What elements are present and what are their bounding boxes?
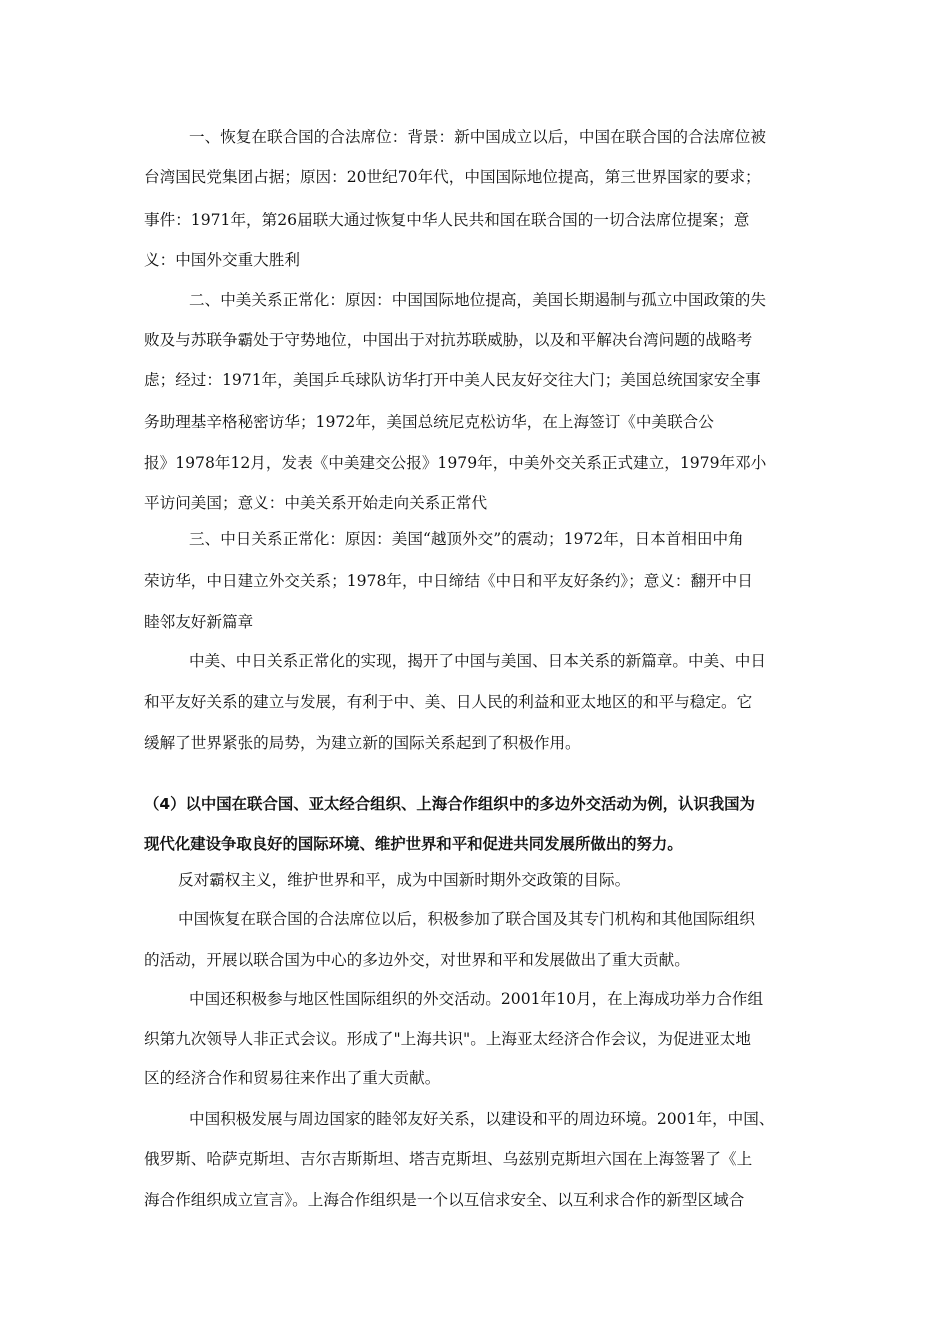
- text-line: 荣访华，中日建立外交关系；1978年，中日缔结《中日和平友好条约》；意义：翻开中日: [144, 572, 753, 590]
- text-line: 中国恢复在联合国的合法席位以后，积极参加了联合国及其专门机构和其他国际组织: [178, 910, 755, 928]
- text-line: 俄罗斯、哈萨克斯坦、吉尔吉斯斯坦、塔吉克斯坦、乌兹别克斯坦六国在上海签署了《上: [144, 1150, 753, 1168]
- text-line: 务助理基辛格秘密访华；1972年，美国总统尼克松访华，在上海签订《中美联合公: [144, 413, 714, 431]
- text-line: 海合作组织成立宣言》。上海合作组织是一个以互信求安全、以互利求合作的新型区域合: [144, 1191, 745, 1209]
- text-line: 织第九次领导人非正式会议。形成了"上海共识"。上海亚太经济合作会议，为促进亚太地: [144, 1030, 751, 1048]
- text-line: 败及与苏联争霸处于守势地位，中国出于对抗苏联威胁，以及和平解决台湾问题的战略考: [144, 331, 753, 349]
- text-line: 反对霸权主义，维护世界和平，成为中国新时期外交政策的目际。: [178, 871, 631, 889]
- text-line: 报》1978年12月，发表《中美建交公报》1979年，中美外交关系正式建立，1979年邓小: [144, 454, 767, 472]
- text-line: 区的经济合作和贸易往来作出了重大贡献。: [144, 1069, 441, 1087]
- text-line: 中国还积极参与地区性国际组织的外交活动。2001年10月，在上海成功举力合作组: [189, 990, 764, 1008]
- text-line: 睦邻友好新篇章: [144, 613, 254, 631]
- text-line: 中美、中日关系正常化的实现，揭开了中国与美国、日本关系的新篇章。中美、中日: [189, 652, 766, 670]
- text-line: 一、恢复在联合国的合法席位：背景：新中国成立以后，中国在联合国的合法席位被: [189, 128, 766, 146]
- text-line: 虑；经过：1971年，美国乒乓球队访华打开中美人民友好交往大门；美国总统国家安全事: [144, 371, 761, 389]
- heading-line: （4）以中国在联合国、亚太经合组织、上海合作组织中的多边外交活动为例，认识我国为: [144, 795, 755, 813]
- text-line: 平访问美国；意义：中美关系开始走向关系正常代: [144, 494, 488, 512]
- text-line: 的活动，开展以联合国为中心的多边外交，对世界和平和发展做出了重大贡献。: [144, 951, 690, 969]
- text-line: 缓解了世界紧张的局势，为建立新的国际关系起到了积极作用。: [144, 734, 581, 752]
- text-line: 二、中美关系正常化：原因：中国国际地位提高，美国长期遏制与孤立中国政策的失: [189, 291, 766, 309]
- text-line: 台湾国民党集团占据；原因：20世纪70年代，中国国际地位提高，第三世界国家的要求；: [144, 168, 761, 186]
- text-line: 和平友好关系的建立与发展，有利于中、美、日人民的利益和亚太地区的和平与稳定。它: [144, 693, 753, 711]
- text-line: 三、中日关系正常化：原因：美国“越顶外交”的震动；1972年，日本首相田中角: [189, 530, 744, 548]
- heading-line: 现代化建设争取良好的国际环境、维护世界和平和促进共同发展所做出的努力。: [144, 835, 683, 853]
- text-line: 事件：1971年，第26届联大通过恢复中华人民共和国在联合国的一切合法席位提案；意: [144, 211, 750, 229]
- text-line: 中国积极发展与周边国家的睦邻友好关系，以建设和平的周边环境。2001年，中国、: [189, 1110, 775, 1128]
- text-line: 义：中国外交重大胜利: [144, 251, 300, 269]
